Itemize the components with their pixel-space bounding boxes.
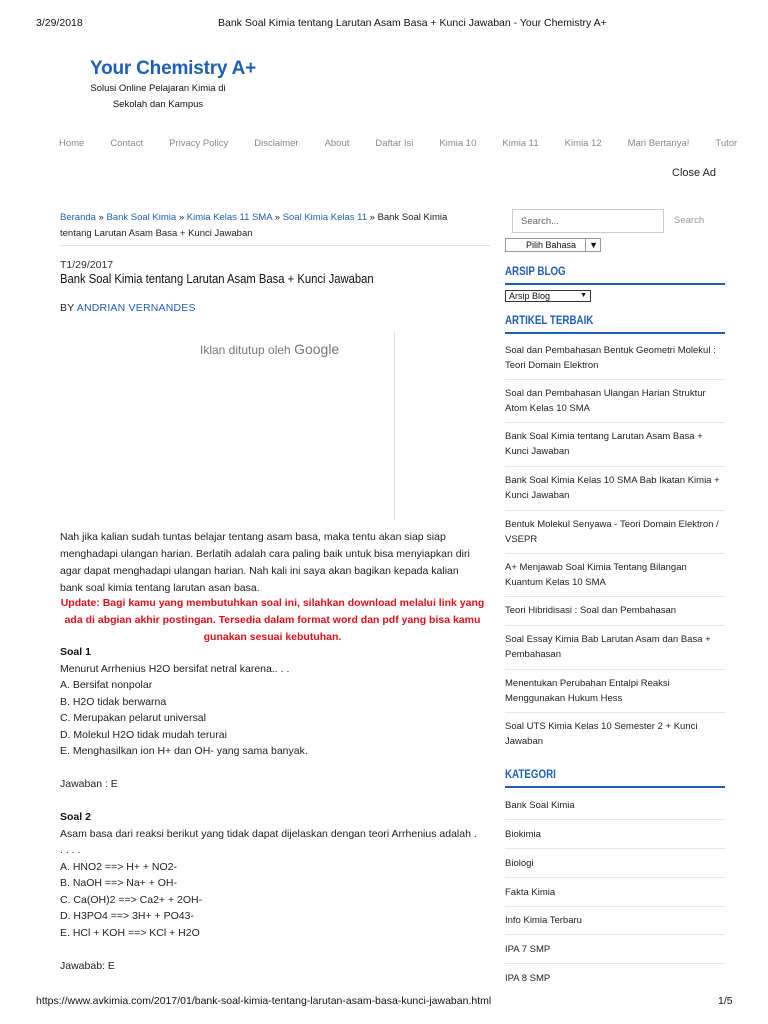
breadcrumb-kimia-kelas-11[interactable]: Kimia Kelas 11 SMA: [186, 212, 273, 223]
divider: [505, 906, 725, 907]
post-intro: Nah jika kalian sudah tuntas belajar tentang asam basa, maka tentu akan siap siap menghadapi ulangan harian. Berlatih adalah cara paling baik untuk bisa menyiapkan diri agar dapat menghadapi ulangan harian. Nah kali ini saya akan bagikan kepada kalian bank soal kimia tentang larutan asan basa.: [60, 531, 470, 594]
nav-tutor[interactable]: Tutor: [715, 138, 738, 149]
author-link[interactable]: ANDRIAN VERNANDES: [76, 302, 196, 314]
print-page-number: 1/5: [718, 995, 733, 1007]
print-footer-url: https://www.avkimia.com/2017/01/bank-soal-kimia-tentang-larutan-asam-basa-kunci-jawaban.html: [36, 995, 492, 1007]
nav-privacy-policy[interactable]: Privacy Policy: [169, 138, 229, 149]
nav-kimia-10[interactable]: Kimia 10: [439, 138, 477, 149]
option: E. HCl + KOH ==> KCl + H2O: [60, 926, 200, 939]
nav-home[interactable]: Home: [59, 138, 85, 149]
option: C. Merupakan pelarut universal: [60, 712, 206, 724]
arsip-select[interactable]: Arsip Blog ▼: [505, 290, 591, 302]
divider: [505, 963, 725, 964]
option: D. Molekul H2O tidak mudah terurai: [60, 728, 227, 741]
breadcrumb-bank-soal-kimia[interactable]: Bank Soal Kimia: [106, 212, 177, 223]
site-title[interactable]: Your Chemistry A+: [90, 58, 257, 79]
heading-rule: [505, 786, 725, 788]
kategori-heading: KATEGORI: [505, 769, 556, 781]
post-title: Bank Soal Kimia tentang Larutan Asam Basa + Kunci Jawaban: [60, 272, 374, 286]
artikel-link[interactable]: Bentuk Molekul Senyawa - Teori Domain Elektron / VSEPR: [505, 519, 719, 545]
option: B. NaOH ==> Na+ + OH-: [60, 877, 178, 889]
kategori-link[interactable]: Biologi: [505, 858, 534, 869]
question-label: Soal 2: [60, 811, 91, 823]
question-2: [60, 809, 480, 974]
nav-kimia-12[interactable]: Kimia 12: [564, 138, 602, 149]
nav-daftar-isi[interactable]: Daftar Isi: [375, 138, 414, 149]
kategori-link[interactable]: Bank Soal Kimia: [505, 800, 575, 811]
artikel-link[interactable]: Soal UTS Kimia Kelas 10 Semester 2 + Kunci Jawaban: [505, 721, 698, 747]
search-button[interactable]: Search: [674, 215, 705, 226]
question-label: Soal 1: [60, 646, 91, 658]
google-logo: Google: [294, 341, 340, 357]
divider: [505, 379, 725, 380]
divider: [505, 596, 725, 597]
breadcrumb-beranda[interactable]: Beranda: [60, 212, 96, 223]
search-input[interactable]: Search...: [512, 209, 664, 233]
divider: [505, 877, 725, 878]
option: B. H2O tidak berwarna: [60, 695, 167, 708]
site-tagline: Solusi Online Pelajaran Kimia di Sekolah dan Kampus: [90, 83, 226, 110]
option: E. Menghasilkan ion H+ dan OH- yang sama banyak.: [60, 745, 308, 757]
breadcrumb-soal-kimia-kelas-11[interactable]: Soal Kimia Kelas 11: [282, 212, 367, 223]
post-date: T1/29/2017: [60, 259, 114, 271]
dropdown-arrow-icon: ▼: [585, 239, 598, 251]
divider: [505, 848, 725, 849]
artikel-link[interactable]: Soal dan Pembahasan Ulangan Harian Struktur Atom Kelas 10 SMA: [505, 388, 706, 414]
divider: [505, 466, 725, 467]
nav-about[interactable]: About: [324, 138, 350, 149]
kategori-link[interactable]: Biokimia: [505, 829, 541, 840]
divider: [505, 669, 725, 670]
kategori-link[interactable]: Fakta Kimia: [505, 887, 556, 898]
option: A. Bersifat nonpolar: [60, 679, 153, 691]
nav-mari-bertanya[interactable]: Mari Bertanya!: [627, 138, 690, 149]
divider: [505, 819, 725, 820]
divider: [505, 553, 725, 554]
nav-kimia-11[interactable]: Kimia 11: [502, 138, 539, 149]
kategori-link[interactable]: IPA 8 SMP: [505, 973, 551, 984]
heading-rule: [505, 283, 725, 285]
artikel-link[interactable]: Soal dan Pembahasan Bentuk Geometri Molekul : Teori Domain Elektron: [505, 345, 716, 371]
nav-contact[interactable]: Contact: [110, 138, 144, 149]
artikel-link[interactable]: A+ Menjawab Soal Kimia Tentang Bilangan Kuantum Kelas 10 SMA: [505, 562, 687, 588]
answer: Jawaban : E: [60, 778, 118, 790]
nav-disclaimer[interactable]: Disclaimer: [254, 138, 299, 149]
ad-divider: [394, 332, 395, 520]
option: D. H3PO4 ==> 3H+ + PO43-: [60, 910, 194, 922]
kategori-link[interactable]: Info Kimia Terbaru: [505, 915, 582, 926]
artikel-heading: ARTIKEL TERBAIK: [505, 315, 594, 327]
arsip-heading: ARSIP BLOG: [505, 266, 566, 278]
breadcrumb: Beranda » Bank Soal Kimia » Kimia Kelas 11 SMA » Soal Kimia Kelas 11 » Bank Soal Kimia tentang Larutan Asam Basa + Kunci Jawaban: [60, 212, 448, 239]
divider: [60, 245, 490, 246]
answer: Jawabab: E: [60, 959, 115, 972]
divider: [505, 625, 725, 626]
artikel-link[interactable]: Soal Essay Kimia Bab Larutan Asam dan Basa + Pembahasan: [505, 634, 711, 660]
question-1: [60, 644, 480, 793]
divider: [505, 934, 725, 935]
breadcrumb-current: Bank Soal Kimia tentang Larutan Asam Basa + Kunci Jawaban: [60, 212, 448, 239]
print-date: 3/29/2018: [36, 17, 83, 29]
divider: [505, 510, 725, 511]
artikel-link[interactable]: Menentukan Perubahan Entalpi Reaksi Menggunakan Hukum Hess: [505, 678, 670, 704]
question-text: Menurut Arrhenius H2O bersifat netral karena.. . .: [60, 662, 290, 675]
divider: [505, 422, 725, 423]
divider: [505, 712, 725, 713]
heading-rule: [505, 332, 725, 334]
option: A. HNO2 ==> H+ + NO2-: [60, 860, 178, 873]
print-title: Bank Soal Kimia tentang Larutan Asam Basa + Kunci Jawaban - Your Chemistry A+: [218, 17, 607, 29]
ad-closed-notice: Iklan ditutup oleh Google: [200, 341, 340, 357]
question-text: Asam basa dari reaksi berikut yang tidak dapat dijelaskan dengan teori Arrhenius adalah . . . . .: [60, 827, 477, 856]
close-ad-button[interactable]: Close Ad: [672, 167, 717, 179]
post-byline: BY ANDRIAN VERNANDES: [60, 302, 196, 314]
main-nav: [59, 138, 763, 149]
artikel-link[interactable]: Bank Soal Kimia Kelas 10 SMA Bab Ikatan Kimia + Kunci Jawaban: [505, 475, 720, 501]
artikel-link[interactable]: Bank Soal Kimia tentang Larutan Asam Basa + Kunci Jawaban: [505, 431, 703, 457]
artikel-link[interactable]: Teori Hibridisasi : Soal dan Pembahasan: [505, 605, 677, 616]
language-select[interactable]: Pilih Bahasa ▼: [505, 238, 601, 252]
update-notice: Update: Bagi kamu yang membutuhkan soal ini, silahkan download melalui link yang ada di abgian akhir postingan. Tersedia dalam format word dan pdf yang bisa kamu gunakan sesuai kebutuhan.: [60, 597, 485, 643]
option: C. Ca(OH)2 ==> Ca2+ + 2OH-: [60, 893, 203, 906]
dropdown-arrow-icon: ▼: [580, 292, 587, 299]
kategori-link[interactable]: IPA 7 SMP: [505, 944, 551, 955]
